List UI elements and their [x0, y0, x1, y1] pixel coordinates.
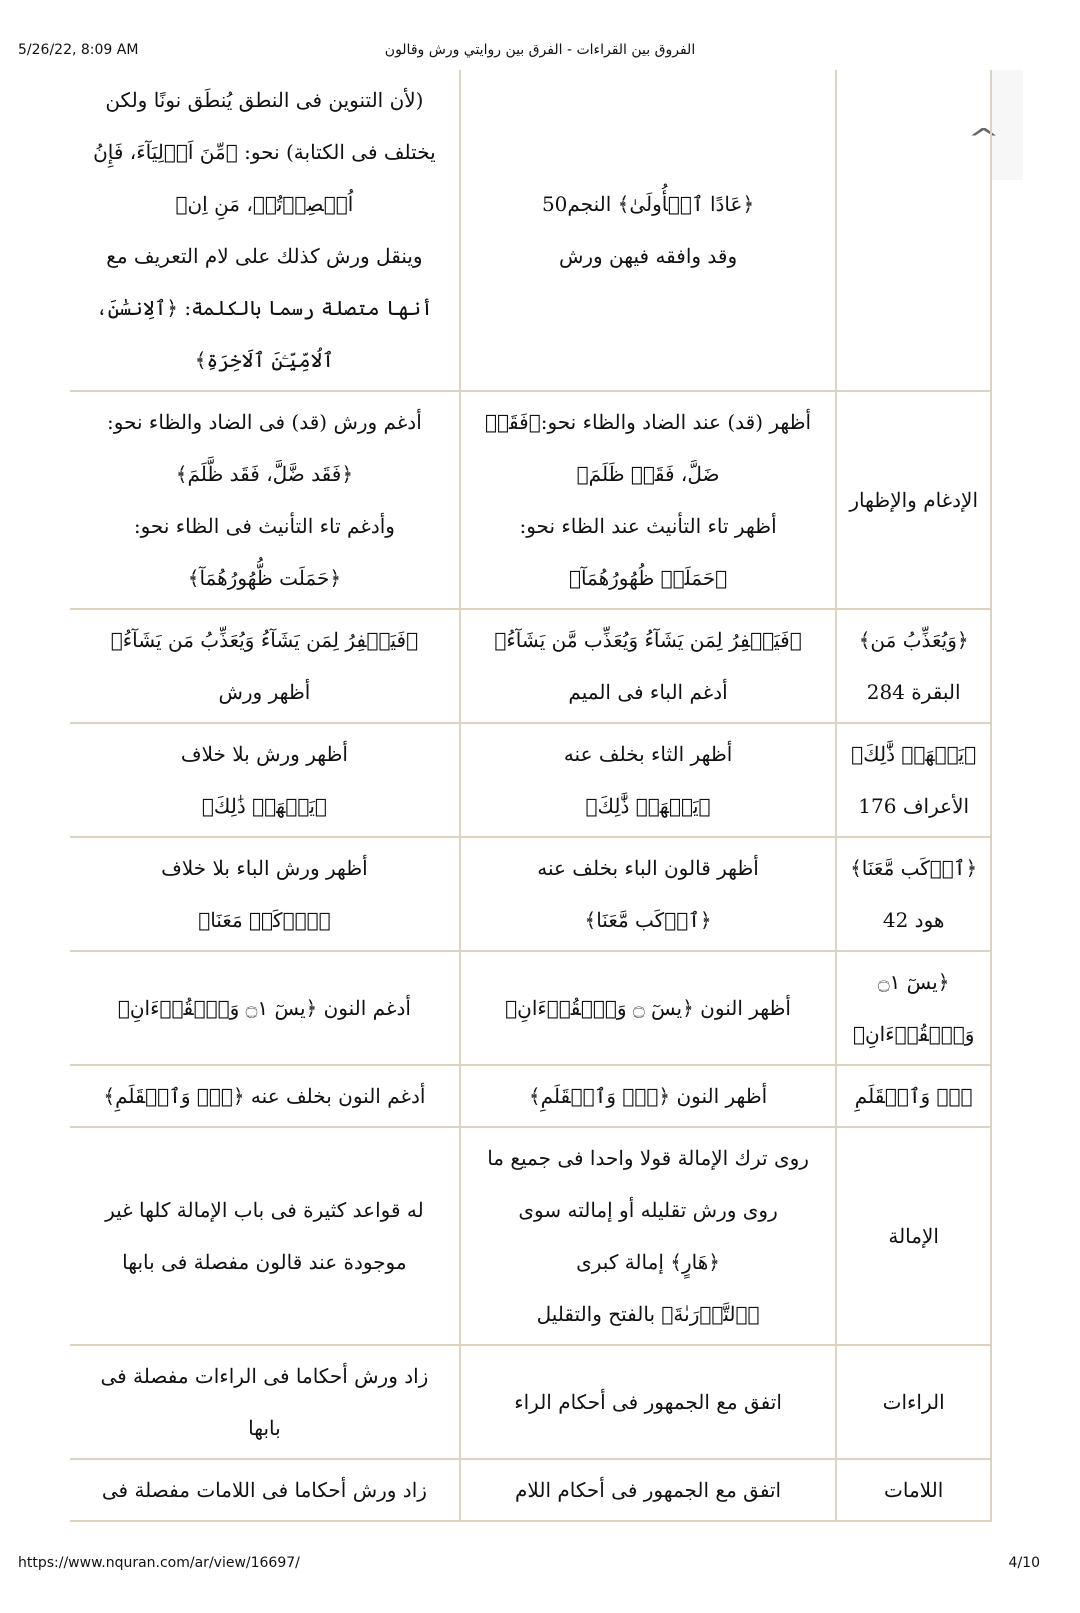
warsh-cell: [70, 391, 460, 609]
cell-line: ﴿حَمَلَتۡ ظُهُورُهُمَآ﴾: [568, 566, 728, 590]
table-row: [70, 1127, 991, 1345]
cell-line: هود 42: [882, 908, 945, 932]
cell-line: البقرة 284: [866, 680, 961, 704]
cell-line: أنها متصلة رسما بالكلمة: ﴿ٱلِانسَٰنَ،: [95, 296, 433, 320]
table-row: [70, 837, 991, 951]
qaloon-cell: [460, 1065, 837, 1127]
cell-line: له قواعد كثيرة فى باب الإمالة كلها غير: [105, 1198, 424, 1222]
cell-line: أظهر النون ﴿يسٓ ۝ وَٱلۡقُرۡءَانِ﴾: [505, 996, 791, 1020]
cell-line: الإمالة: [888, 1224, 939, 1248]
warsh-cell: [70, 951, 460, 1065]
cell-line: أدغم الباء فى الميم: [568, 680, 728, 704]
warsh-cell: [70, 1345, 460, 1459]
qaloon-cell: [460, 70, 837, 391]
cell-line: يختلف فى الكتابة) نحو: ﴿مِّنَ اَوۡلِيَآءَ، فَإِنُ: [93, 140, 436, 164]
cell-line: بابها: [248, 1416, 281, 1440]
table-row: [70, 609, 991, 723]
cell-line: ﴿ٱرۡكَبۡ مَعَنَا﴾: [198, 908, 331, 932]
table-row: [70, 1345, 991, 1459]
cell-line: زاد ورش أحكاما فى الراءات مفصلة فى: [100, 1364, 429, 1388]
cell-line: اللامات: [884, 1478, 944, 1502]
cell-line: ﴿ٱرۡكَب مَّعَنَا﴾: [850, 856, 978, 880]
cell-line: نٓۚ وَٱلۡقَلَمِ: [854, 1084, 973, 1108]
warsh-cell: [70, 70, 460, 391]
warsh-cell: [70, 1065, 460, 1127]
cell-line: ﴿ٱلتَّوۡرَىٰةَ﴾ بالفتح والتقليل: [536, 1302, 760, 1326]
topic-cell: [836, 391, 991, 609]
table-row: [70, 1459, 991, 1521]
cell-line: أظهر تاء التأنيث عند الظاء نحو:: [519, 514, 777, 538]
warsh-cell: [70, 609, 460, 723]
topic-cell: [836, 70, 991, 391]
cell-line: ﴿يَلۡهَثۚ ذَٰلِكَ﴾: [201, 794, 327, 818]
cell-line: وينقل ورش كذلك على لام التعريف مع: [106, 244, 423, 268]
warsh-cell: [70, 723, 460, 837]
cell-line: أظهر ورش: [218, 680, 311, 704]
topic-cell: [836, 609, 991, 723]
cell-line: ﴿فَيَغۡفِرُ لِمَن يَشَآءُ وَيُعَذِّب مَّن يَشَآءُ﴾: [494, 628, 802, 652]
cell-line: ﴿فَقَد ضَّلَّ، فَقَد ظَّلَمَ﴾: [175, 462, 354, 486]
cell-line: أظهر (قد) عند الضاد والظاء نحو:﴿فَقَدۡ: [485, 410, 812, 434]
table-row: [70, 70, 991, 391]
cell-line: أظهر ورش الباء بلا خلاف: [161, 856, 368, 880]
table-row: [70, 723, 991, 837]
cell-line: وَٱلۡقُرۡءَانِ﴾: [852, 1022, 975, 1046]
qaloon-cell: [460, 951, 837, 1065]
cell-line: روى ترك الإمالة قولا واحدا فى جميع ما: [487, 1146, 809, 1170]
qaloon-cell: [460, 1345, 837, 1459]
cell-line: ﴿عَادًا ٱلۡأُولَىٰ﴾ النجم50: [541, 192, 755, 216]
cell-line: أدغم النون بخلف عنه ﴿نٓۚ وَٱلۡقَلَمِ﴾: [103, 1084, 426, 1108]
cell-line: الراءات: [882, 1390, 945, 1414]
cell-line: أدغم النون ﴿يسٓ ۝١ وَٱلۡقُرۡءَانِ﴾: [117, 996, 411, 1020]
qaloon-cell: [460, 391, 837, 609]
cell-line: الإدغام والإظهار: [849, 488, 978, 512]
qaloon-cell: [460, 609, 837, 723]
qaloon-cell: [460, 837, 837, 951]
cell-line: اتفق مع الجمهور فى أحكام اللام: [515, 1478, 782, 1502]
cell-line: ﴿هَارٍ﴾ إمالة كبرى: [576, 1250, 720, 1274]
cell-line: اتفق مع الجمهور فى أحكام الراء: [514, 1390, 782, 1414]
topic-cell: [836, 1345, 991, 1459]
topic-cell: [836, 1459, 991, 1521]
cell-line: ﴿حَمَلَت ظُّهُورُهُمَآ﴾: [187, 566, 342, 590]
qaloon-cell: [460, 1459, 837, 1521]
cell-line: ﴿يسٓ ۝١: [877, 970, 950, 994]
cell-line: ٱلُامِّيِّـۧنَ ٱلَاخِرَةِ﴾: [194, 348, 335, 372]
cell-line: ضَلَّ، فَقَدۡ ظَلَمَ﴾: [576, 462, 720, 486]
topic-cell: [836, 1127, 991, 1345]
chevron-up-icon[interactable]: ^: [967, 122, 1001, 155]
cell-line: اُحۡصِرۡتُمۡ، مَنِ اِن﴾: [175, 192, 354, 216]
comparison-table: [70, 70, 992, 1522]
cell-line: الأعراف 176: [858, 794, 970, 818]
cell-line: (لأن التنوين فى النطق يُنطَق نونًا ولكن: [105, 88, 424, 112]
cell-line: موجودة عند قالون مفصلة فى بابها: [122, 1250, 407, 1274]
warsh-cell: [70, 1127, 460, 1345]
cell-line: أظهر النون ﴿نٓۚ وَٱلۡقَلَمِ﴾: [528, 1084, 768, 1108]
cell-line: أظهر ورش بلا خلاف: [180, 742, 348, 766]
cell-line: أدغم ورش (قد) فى الضاد والظاء نحو:: [107, 410, 422, 434]
cell-line: أظهر الثاء بخلف عنه: [563, 742, 733, 766]
topic-cell: [836, 723, 991, 837]
page-number: 4/10: [1008, 1555, 1040, 1571]
cell-line: ﴿ٱرۡكَب مَّعَنَا﴾: [584, 908, 712, 932]
cell-line: أظهر قالون الباء بخلف عنه: [537, 856, 759, 880]
print-datetime: 5/26/22, 8:09 AM: [18, 42, 139, 58]
cell-line: وأدغم تاء التأنيث فى الظاء نحو:: [133, 514, 395, 538]
cell-line: ﴿يَلۡهَثۚ ذَّٰلِكَ﴾: [585, 794, 711, 818]
topic-cell: [836, 1065, 991, 1127]
topic-cell: [836, 951, 991, 1065]
qaloon-cell: [460, 723, 837, 837]
cell-line: ﴿يَلۡهَثۚ ذَّٰلِكَ﴾: [851, 742, 977, 766]
cell-line: ﴿فَيَغۡفِرُ لِمَن يَشَآءُ وَيُعَذِّبُ مَن يَشَآءُ﴾: [110, 628, 419, 652]
table-row: [70, 391, 991, 609]
print-title: الفروق بين القراءات - الفرق بين روايتي ورش وقالون: [384, 42, 696, 58]
cell-line: زاد ورش أحكاما فى اللامات مفصلة فى: [101, 1478, 427, 1502]
qaloon-cell: [460, 1127, 837, 1345]
table-row: [70, 951, 991, 1065]
cell-line: روى ورش تقليله أو إمالته سوى: [518, 1198, 778, 1222]
print-url[interactable]: https://www.nquran.com/ar/view/16697/: [18, 1555, 300, 1571]
cell-line: ﴿وَيُعَذِّبُ مَن﴾: [858, 628, 969, 652]
warsh-cell: [70, 1459, 460, 1521]
table-row: [70, 1065, 991, 1127]
topic-cell: [836, 837, 991, 951]
cell-line: وقد وافقه فيهن ورش: [558, 244, 738, 268]
warsh-cell: [70, 837, 460, 951]
